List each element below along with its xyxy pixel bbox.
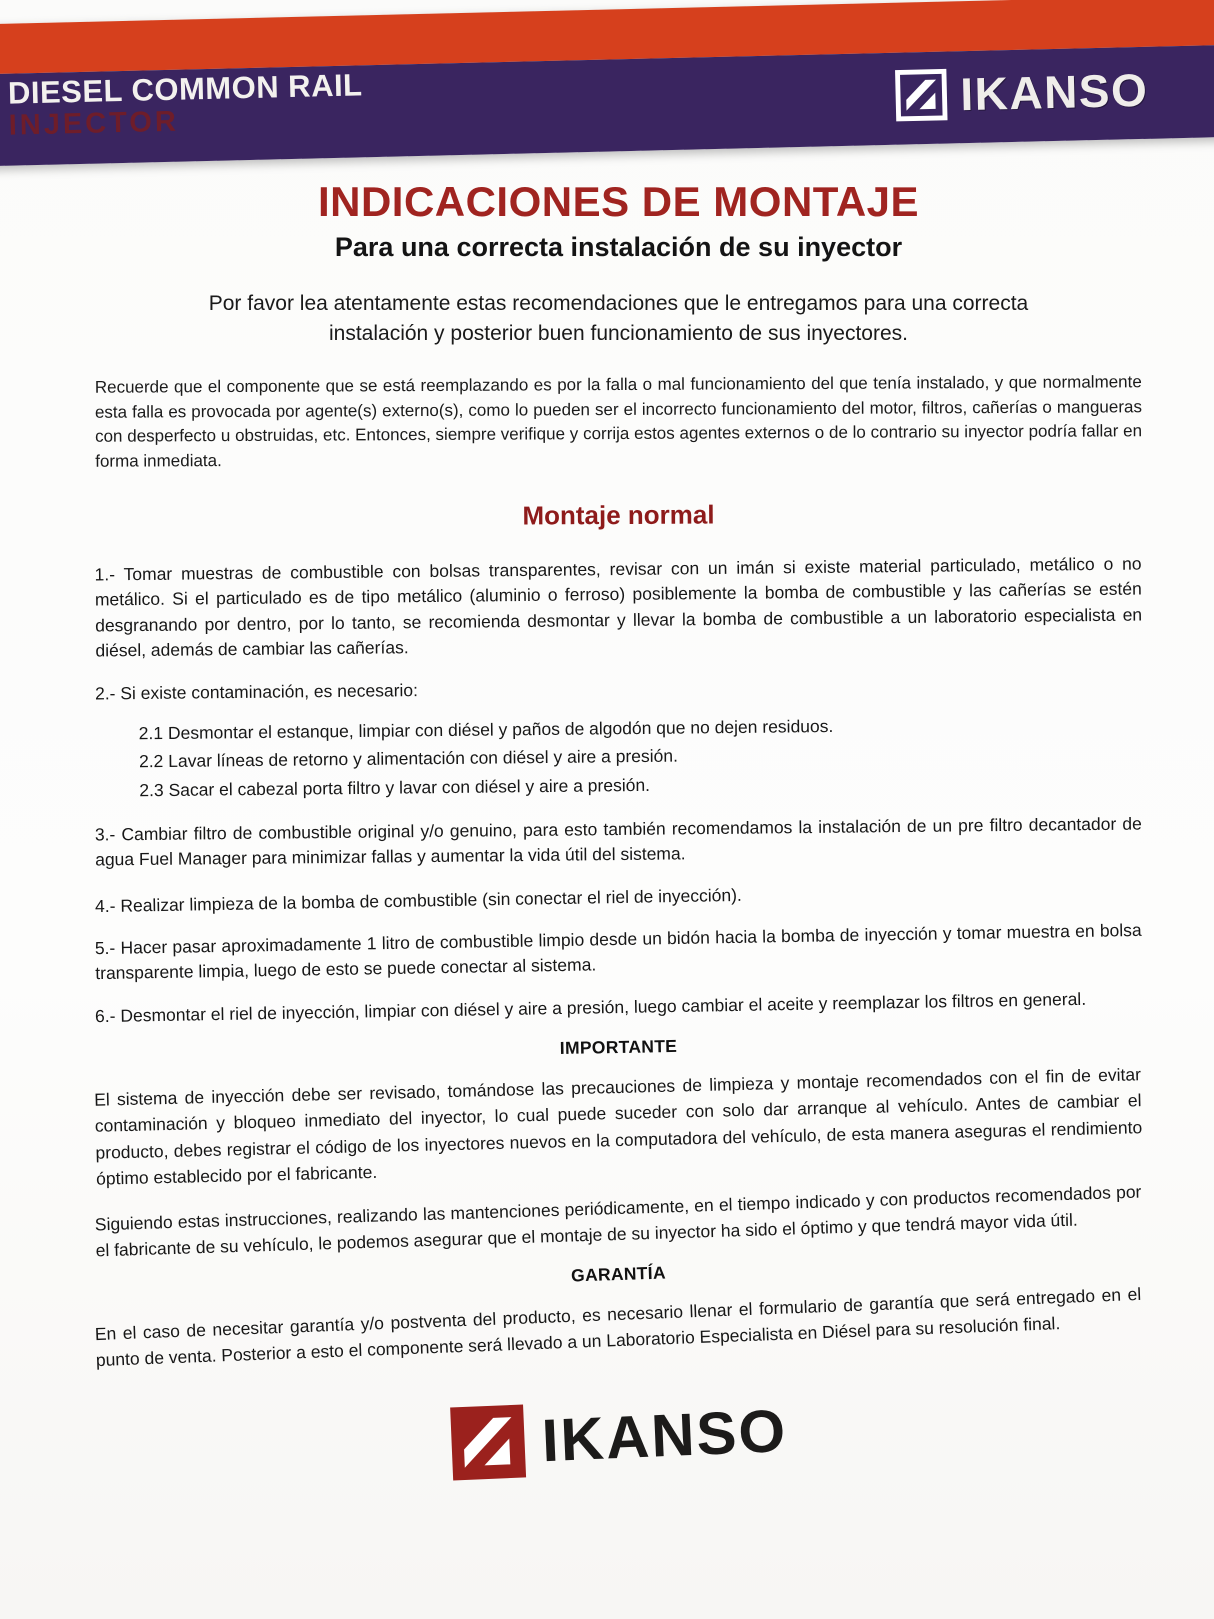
footer-brand-logo (94, 1377, 1143, 1497)
substep-2-1: 2.1 Desmontar el estanque, limpiar con diésel y paños de algodón que no dejen residuos. (138, 715, 834, 744)
page-subtitle: Para una correcta instalación de su inyector (334, 232, 903, 262)
step-2: 2.- Si existe contaminación, es necesario: (94, 679, 419, 704)
substeps-list (139, 709, 1143, 805)
step-5: 5.- Hacer pasar aproximadamente 1 litro de combustible limpio desde un bidón hacia la bomba de inyección y tomar muestra en bolsa transparente limpia, luego de esto se puede conectar al sistema. (94, 919, 1142, 984)
intro-paragraph: Por favor lea atentamente estas recomendaciones que le entregamos para una correcta instalación y posterior buen funcionamiento de sus inyectores. (208, 292, 1029, 346)
ikanso-square-k-icon (448, 1403, 527, 1482)
notice-paragraph: Recuerde que el componente que se está reemplazando es por la falla o mal funcionamiento del que tenía instalado, y que normalmente esta falla es provocada por agente(s) externo(s), como lo pueden ser el incorrecto funcionamiento del motor, filtros, cañerías o mangueras con desperfecto u obstruidas, etc. Entonces, siempre verifique y corrija estos agentes externos o de lo contrario su inyector podría fallar en forma inmediata. (94, 372, 1143, 472)
importante-heading: IMPORTANTE (559, 1036, 678, 1059)
garantia-paragraph: En el caso de necesitar garantía y/o postventa del producto, es necesario llenar el formulario de garantía que será entregado en el punto de venta. Posterior a esto el componente será llevado a un Laboratorio Especialista en Diésel para su resolución final. (94, 1283, 1142, 1371)
header-brand-name: IKANSO (959, 63, 1149, 121)
step-6: 6.- Desmontar el riel de inyección, limpiar con diésel y aire a presión, luego cambiar el aceite y reemplazar los filtros en general. (94, 988, 1087, 1026)
product-name: DIESEL COMMON RAIL (7, 67, 363, 111)
product-subname: INJECTOR (8, 105, 180, 142)
importante-paragraph-2: Siguiendo estas instrucciones, realizando las mantenciones periódicamente, en el tiempo indicado y con productos recomendados por el fabricante de su vehículo, le podemos asegurar que el montaje de su inyector ha sido el óptimo y que tendrá mayor vida útil. (94, 1181, 1142, 1261)
page-title: INDICACIONES DE MONTAJE (317, 178, 920, 225)
section-title-montaje-normal: Montaje normal (522, 499, 715, 531)
footer-brand-name: IKANSO (540, 1396, 789, 1474)
step-3: 3.- Cambiar filtro de combustible original y/o genuino, para esto también recomendamos la instalación de un pre filtro decantador de agua Fuel Manager para minimizar fallas y aumentar la vida útil del sistema. (94, 813, 1142, 870)
garantia-heading: GARANTÍA (570, 1262, 667, 1286)
importante-paragraph-1: El sistema de inyección debe ser revisado, tomándose las precauciones de limpieza y montaje recomendados con el fin de evitar contaminación y bloqueo inmediato del inyector, lo cual puede suceder con solo dar arranque al vehículo. Antes de cambiar el producto, debes registrar el código de los inyectores nuevos en la computadora del vehículo, de esta manera aseguras el rendimiento óptimo establecido por el fabricante. (93, 1064, 1143, 1189)
step-4: 4.- Realizar limpieza de la bomba de combustible (sin conectar el riel de inyección). (94, 884, 742, 916)
step-1: 1.- Tomar muestras de combustible con bolsas transparentes, revisar con un imán si existe material particulado, metálico o no metálico. Si el particulado es de tipo metálico (aluminio o ferroso) posiblemente la bomba de combustible y las cañerías se estén desgranando por dentro, por lo tanto, se recomienda desmontar y llevar la bomba de combustible a un laboratorio especialista en diésel, además de cambiar las cañerías. (94, 553, 1143, 661)
substep-2-2: 2.2 Lavar líneas de retorno y alimentación con diésel y aire a presión. (138, 745, 679, 772)
substep-2-3: 2.3 Sacar el cabezal porta filtro y lavar con diésel y aire a presión. (139, 774, 651, 800)
